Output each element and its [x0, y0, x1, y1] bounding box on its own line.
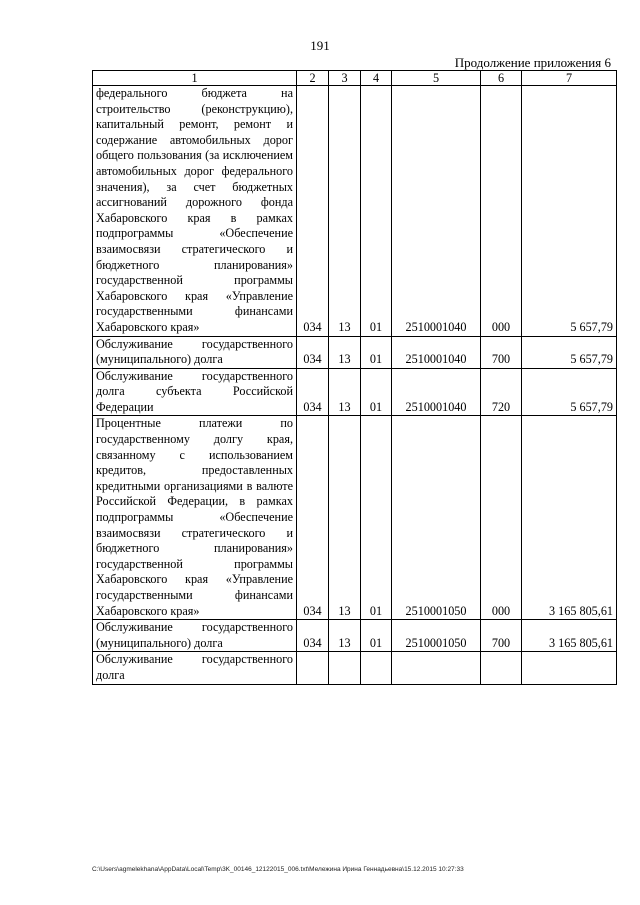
row-expense-type-cell: 700 — [481, 620, 522, 652]
row-subsection-cell: 01 — [361, 336, 392, 368]
row-amount-cell — [522, 652, 617, 684]
row-name-cell: федерального бюджета на строительство (реконструкцию), капитальный ремонт, ремонт и содержание автомобильных дорог общего пользования (за исключением автомобильных дорог федерального значения), за счет бюджетных ассигнований дорожного фонда Хабаровского края в рамках подпрограммы «Обеспечение взаимосвязи стратегического и бюджетного планирования» государственной программы Хабаровского края «Управление государственными финансами Хабаровского края» — [93, 86, 297, 337]
row-subsection-cell: 01 — [361, 86, 392, 337]
row-expense-type-cell: 000 — [481, 86, 522, 337]
header-cell: 6 — [481, 71, 522, 86]
row-amount-cell: 5 657,79 — [522, 86, 617, 337]
row-expense-type-cell: 700 — [481, 336, 522, 368]
row-subsection-cell: 01 — [361, 416, 392, 620]
row-name-cell: Обслуживание государственного (муниципального) долга — [93, 336, 297, 368]
header-cell: 7 — [522, 71, 617, 86]
row-section-cell: 13 — [329, 86, 361, 337]
row-expense-type-cell — [481, 652, 522, 684]
row-name-cell: Процентные платежи по государственному долгу края, связанному с использованием кредитов, предоставленных кредитными организациями в валюте Российской Федерации, в рамках подпрограммы «Обеспечение взаимосвязи стратегического и бюджетного планирования» государственной программы Хабаровского края «Управление государственными финансами Хабаровского края» — [93, 416, 297, 620]
row-code-cell: 034 — [297, 620, 329, 652]
row-code-cell: 034 — [297, 86, 329, 337]
row-subsection-cell — [361, 652, 392, 684]
continuation-caption: Продолжение приложения 6 — [454, 55, 611, 70]
header-cell: 1 — [93, 71, 297, 86]
row-code-cell: 034 — [297, 416, 329, 620]
row-amount-cell: 5 657,79 — [522, 368, 617, 416]
table-row — [93, 620, 617, 652]
row-section-cell: 13 — [329, 620, 361, 652]
row-subsection-cell: 01 — [361, 368, 392, 416]
header-row — [93, 71, 617, 86]
file-path-footer: C:\Users\agmelekhana\AppData\Local\Temp\3K_00146_12122015_006.txt\Мележина Ирина Геннадьевна\15.12.2015 10:27:33 — [92, 866, 464, 873]
table-row — [93, 336, 617, 368]
row-amount-cell: 3 165 805,61 — [522, 620, 617, 652]
page-number: 191 — [310, 38, 330, 53]
row-target-cell — [392, 652, 481, 684]
row-target-cell: 2510001050 — [392, 416, 481, 620]
row-section-cell: 13 — [329, 416, 361, 620]
row-section-cell: 13 — [329, 368, 361, 416]
row-code-cell — [297, 652, 329, 684]
row-target-cell: 2510001050 — [392, 620, 481, 652]
header-cell: 2 — [297, 71, 329, 86]
row-section-cell — [329, 652, 361, 684]
header-cell: 3 — [329, 71, 361, 86]
header-cell: 5 — [392, 71, 481, 86]
row-subsection-cell: 01 — [361, 620, 392, 652]
row-target-cell: 2510001040 — [392, 86, 481, 337]
row-code-cell: 034 — [297, 336, 329, 368]
row-amount-cell: 5 657,79 — [522, 336, 617, 368]
row-name-cell: Обслуживание государственного долга субъекта Российской Федерации — [93, 368, 297, 416]
table-row — [93, 416, 617, 620]
row-name-cell: Обслуживание государственного (муниципального) долга — [93, 620, 297, 652]
row-target-cell: 2510001040 — [392, 368, 481, 416]
row-code-cell: 034 — [297, 368, 329, 416]
row-amount-cell: 3 165 805,61 — [522, 416, 617, 620]
budget-table — [92, 70, 617, 685]
row-expense-type-cell: 720 — [481, 368, 522, 416]
row-name-cell: Обслуживание государственного долга — [93, 652, 297, 684]
header-cell: 4 — [361, 71, 392, 86]
table-row — [93, 86, 617, 337]
row-section-cell: 13 — [329, 336, 361, 368]
row-expense-type-cell: 000 — [481, 416, 522, 620]
table-row — [93, 652, 617, 684]
table-row — [93, 368, 617, 416]
row-target-cell: 2510001040 — [392, 336, 481, 368]
